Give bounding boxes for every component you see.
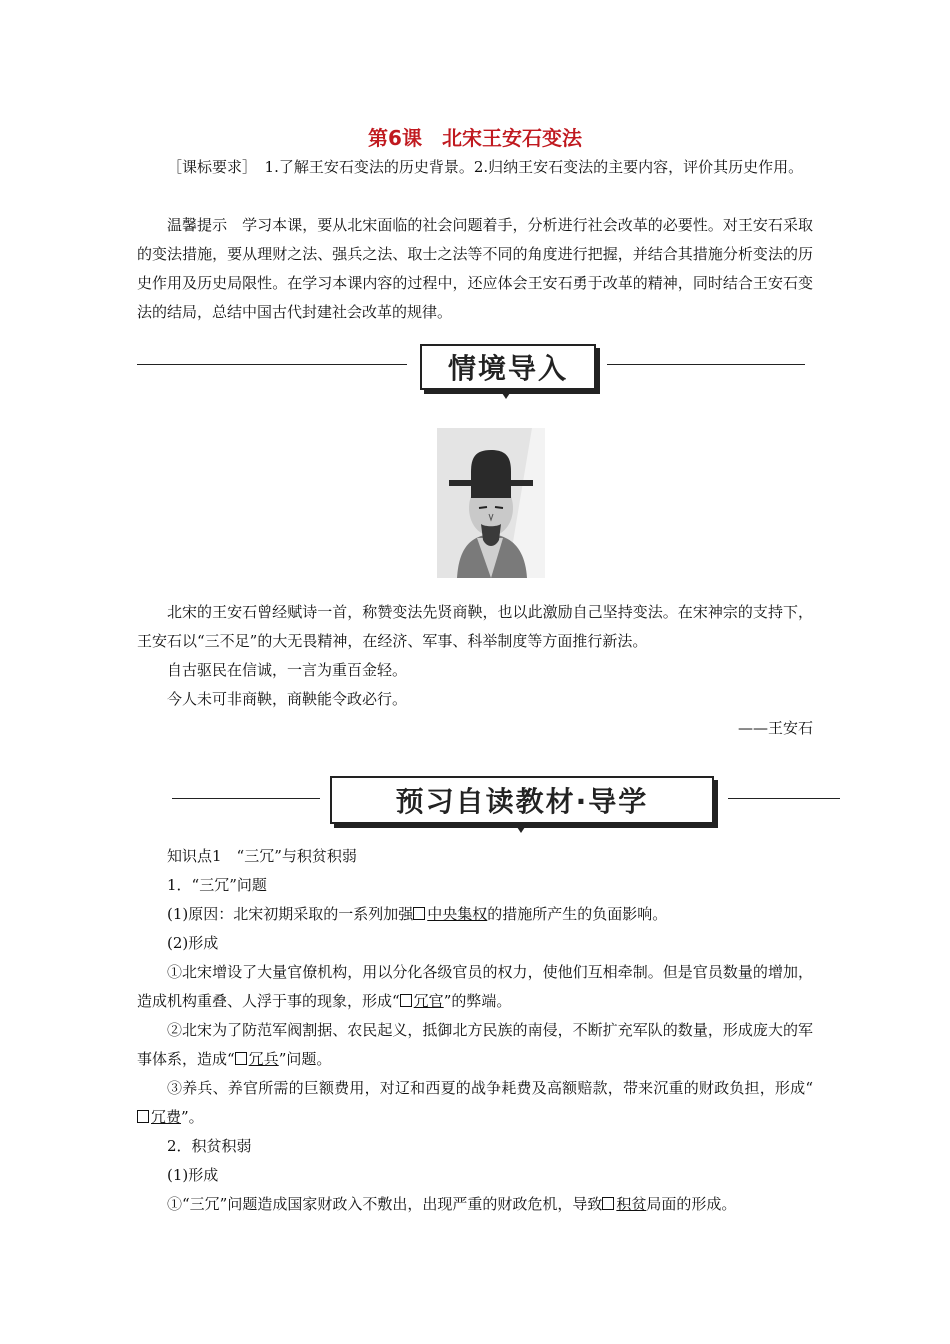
banner2-right-rule <box>728 798 840 799</box>
banner-right-rule <box>607 364 805 365</box>
blank-box-icon <box>400 994 412 1007</box>
poem-line-2: 今人未可非商鞅，商鞅能令政必行。 <box>167 690 408 708</box>
banner-situation-label: 情境导入 <box>420 344 596 390</box>
poem-author: ——王安石 <box>737 719 813 737</box>
banner-arrow-icon <box>500 390 512 399</box>
banner-situation <box>0 340 950 400</box>
tip-text: 学习本课，要从北宋面临的社会问题着手，分析进行社会改革的必要性。对王安石采取的变法措施，要从理财之法、强兵之法、取士之法等不同的角度进行把握，并结合其措施分析变法的历史作用及历史局限性。在学习本课内容的过程中，还应体会王安石勇于改革的精神，同时结合王安石变法的结局，总结中国古代封建社会改革的规律。 <box>137 216 813 321</box>
banner2-left-rule <box>172 798 320 799</box>
portrait-illustration <box>437 428 545 578</box>
blank-box-icon <box>235 1052 247 1065</box>
fill-blank-centralization: 中央集权 <box>413 905 487 923</box>
formation-heading-2: (1)形成 <box>167 1166 219 1184</box>
banner-preview <box>0 772 950 832</box>
banner-preview-label: 预习自读教材·导学 <box>330 776 714 824</box>
tip-paragraph <box>137 211 813 327</box>
blank-box-icon <box>137 1110 149 1123</box>
intro-paragraph: 北宋的王安石曾经赋诗一首，称赞变法先贤商鞅，也以此激励自己坚持变法。在宋神宗的支持下，王安石以“三不足”的大无畏精神，在经济、军事、科举制度等方面推行新法。 <box>137 603 813 650</box>
standards-text: 1.了解王安石变法的历史背景。2.归纳王安石变法的主要内容，评价其历史作用。 <box>264 158 804 176</box>
banner2-arrow-icon <box>515 824 527 833</box>
standards-label: ［课标要求］ <box>167 158 250 176</box>
heading-poverty-weakness: 2．积贫积弱 <box>167 1137 252 1155</box>
wang-anshi-portrait <box>437 428 545 578</box>
lesson-title: 第6课 北宋王安石变法 <box>368 126 582 150</box>
poem-line-1: 自古驱民在信诚，一言为重百金轻。 <box>167 661 408 679</box>
redundant-soldiers-paragraph: ②北宋为了防范军阀割据、农民起义，抵御北方民族的南侵，不断扩充军队的数量，形成庞大的军事体系，造成“ 冗兵”问题。 <box>137 1021 813 1068</box>
fill-blank-redundant-soldiers: 冗兵 <box>235 1050 279 1068</box>
fill-blank-poverty: 积贫 <box>602 1195 646 1213</box>
heading-three-redundancies: 1．“三冗”问题 <box>167 876 267 894</box>
redundant-officials-paragraph: ①北宋增设了大量官僚机构，用以分化各级官员的权力，使他们互相牵制。但是官员数量的增加，造成机构重叠、人浮于事的现象，形成“ 冗官”的弊端。 <box>137 963 813 1010</box>
fill-blank-redundant-expenses: 冗费 <box>137 1108 181 1126</box>
blank-box-icon <box>602 1197 614 1210</box>
poverty-paragraph: ①“三冗”问题造成国家财政入不敷出，出现严重的财政危机，导致 积贫局面的形成。 <box>167 1195 737 1213</box>
tip-label: 温馨提示 <box>167 216 228 234</box>
standards-paragraph <box>137 153 813 182</box>
cause-paragraph: (1)原因：北宋初期采取的一系列加强 中央集权的措施所产生的负面影响。 <box>167 905 668 923</box>
blank-box-icon <box>413 907 425 920</box>
banner-left-rule <box>137 364 407 365</box>
redundant-expenses-paragraph: ③养兵、养官所需的巨额费用，对辽和西夏的战争耗费及高额赔款，带来沉重的财政负担，形成“冗费”。 <box>137 1074 813 1132</box>
fill-blank-redundant-officials: 冗官 <box>400 992 444 1010</box>
knowledge-point-1: 知识点1 “三冗”与积贫积弱 <box>167 847 357 865</box>
formation-heading: (2)形成 <box>167 934 219 952</box>
